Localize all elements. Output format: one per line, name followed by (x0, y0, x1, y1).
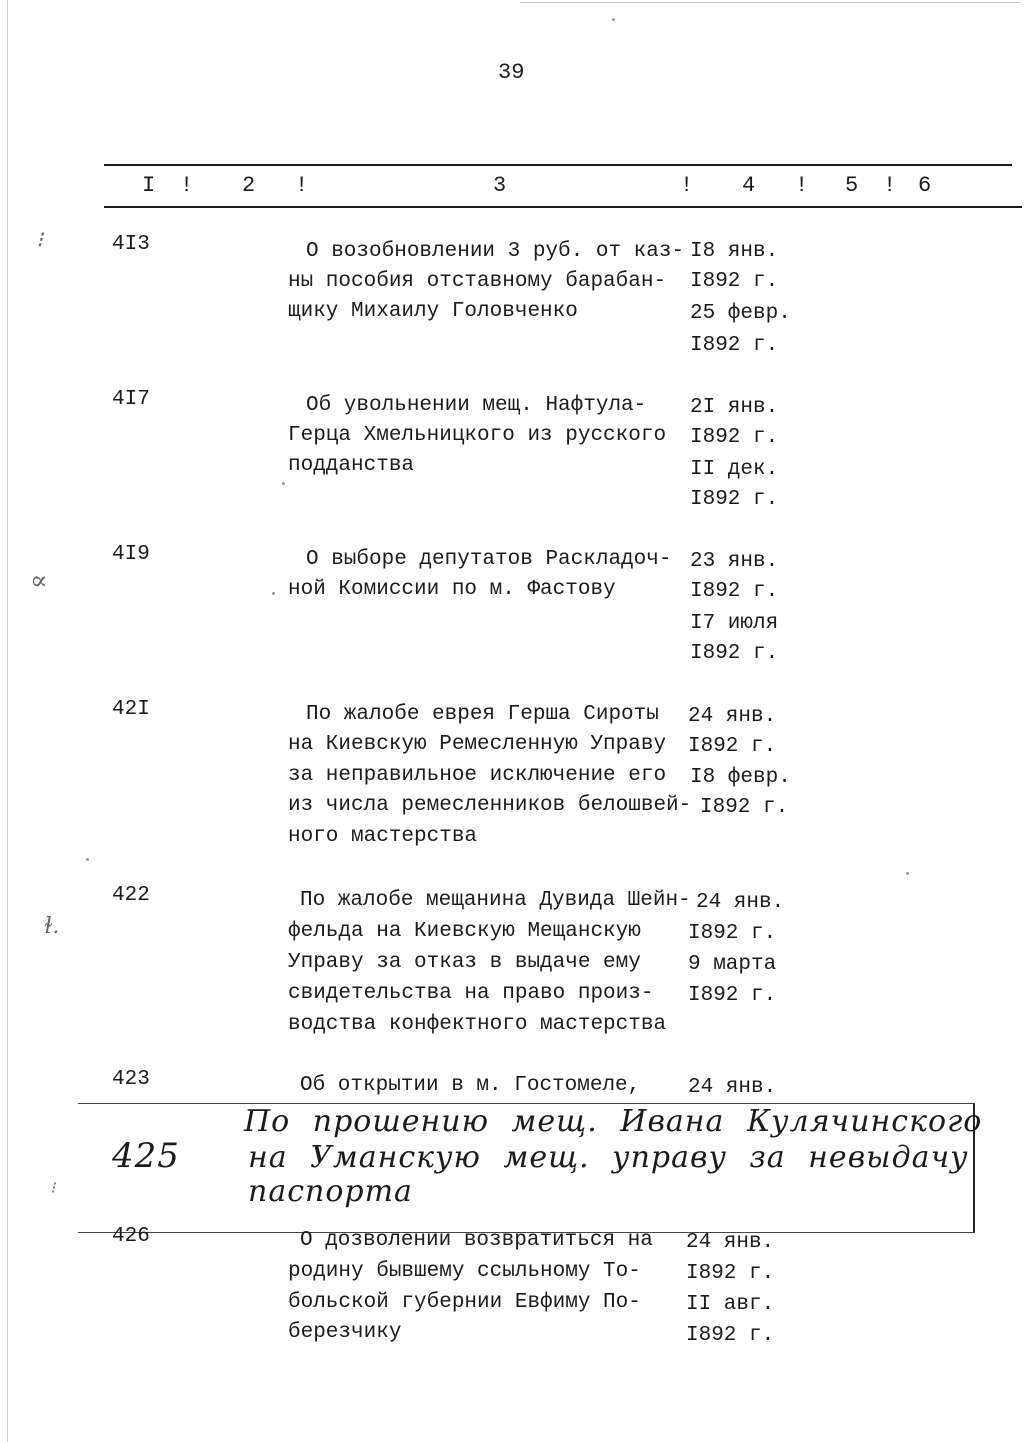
entry-text-line: из числа ремесленников белошвей- (288, 794, 692, 817)
entry-number: 4I3 (112, 233, 150, 256)
entry-date-line: I8 янв. (690, 240, 779, 263)
margin-mark-icon: ∝ (30, 566, 48, 596)
entry-text-line: По жалобе еврея Герша Сироты (306, 703, 659, 726)
entry-date-line: 25 февр. (690, 302, 791, 325)
header-col-5: 5 (845, 173, 859, 198)
entry-text-line: березчику (288, 1321, 402, 1344)
entry-date-line: 9 марта (688, 953, 777, 976)
entry-number: 423 (112, 1068, 150, 1091)
entry-text-line: родину бывшему ссыльному То- (288, 1260, 641, 1283)
entry-date-line: I892 г. (700, 796, 789, 819)
scan-speck (86, 858, 89, 861)
entry-date-line: I892 г. (690, 580, 779, 603)
entry-date-line: I892 г. (690, 270, 779, 293)
header-sep-1: ! (180, 173, 194, 198)
entry-text-line: ного мастерства (288, 825, 478, 848)
page-edge-top (520, 2, 1020, 3)
entry-text-line: ной Комиссии по м. Фастову (288, 578, 616, 601)
entry-text-line: больской губернии Евфиму По- (288, 1291, 641, 1314)
entry-text-line: подданства (288, 454, 415, 477)
page-edge-left (7, 0, 8, 1442)
entry-date-line: I8 февр. (690, 766, 791, 789)
header-sep-5: ! (883, 173, 897, 198)
header-col-4: 4 (742, 173, 756, 198)
entry-text-line: Об увольнении мещ. Нафтула- (306, 394, 647, 417)
entry-text-line: О возобновлении 3 руб. от каз- (306, 240, 685, 263)
header-rule-bottom (104, 206, 1022, 208)
handwritten-line: паспорта (248, 1174, 413, 1209)
entry-number: 422 (112, 884, 150, 907)
entry-text-line: ны пособия отставному барабан- (288, 270, 667, 293)
entry-date-line: I7 июля (690, 612, 779, 635)
entry-number: 426 (112, 1225, 150, 1248)
entry-text-line: щику Михаилу Головченко (288, 300, 578, 323)
entry-date-line: I892 г. (686, 1262, 775, 1285)
entry-text-line: Управу за отказ в выдаче ему (288, 951, 641, 974)
entry-date-line: II дек. (690, 458, 779, 481)
entry-date-line: I892 г. (690, 642, 779, 665)
scan-speck (612, 18, 615, 21)
handwritten-line: на Уманскую мещ. управу за невыдачу (248, 1140, 969, 1175)
entry-date-line: I892 г. (688, 922, 777, 945)
entry-text-line: О выборе депутатов Раскладоч- (306, 548, 672, 571)
entry-number: 4I9 (112, 543, 150, 566)
header-sep-3: ! (680, 173, 694, 198)
entry-date-line: I892 г. (690, 334, 779, 357)
entry-date-line: I892 г. (690, 488, 779, 511)
entry-date-line: I892 г. (690, 426, 779, 449)
header-col-2: 2 (242, 173, 256, 198)
header-sep-4: ! (795, 173, 809, 198)
entry-date-line: 23 янв. (690, 550, 779, 573)
page-number: 39 (498, 60, 525, 85)
entry-date-line: 24 янв. (688, 705, 777, 728)
entry-date-line: I892 г. (686, 1324, 775, 1347)
entry-date-line: I892 г. (688, 735, 777, 758)
header-sep-2: ! (295, 173, 309, 198)
entry-text-line: водства конфектного мастерства (288, 1013, 667, 1036)
entry-date-line: 24 янв. (696, 891, 785, 914)
entry-number: 42I (112, 698, 150, 721)
entry-date-line: 24 янв. (688, 1076, 777, 1099)
entry-text-line: за неправильное исключение его (288, 764, 667, 787)
header-col-1: I (142, 173, 156, 198)
scan-speck (282, 482, 285, 485)
entry-text-line: свидетельства на право произ- (288, 982, 654, 1005)
scan-speck (272, 592, 275, 595)
entry-date-line: 2I янв. (690, 396, 779, 419)
entry-number: 4I7 (112, 388, 150, 411)
entry-date-line: 24 янв. (686, 1231, 775, 1254)
entry-text-line: О дозволении возвратиться на (300, 1229, 653, 1252)
header-col-3: 3 (493, 173, 507, 198)
margin-mark-icon: ⁝ (36, 228, 43, 253)
header-col-6: 6 (918, 173, 932, 198)
entry-text-line: Об открытии в м. Гостомеле, (300, 1074, 641, 1097)
entry-date-line: II авг. (686, 1293, 775, 1316)
scan-speck (906, 872, 909, 875)
entry-text-line: Герца Хмельницкого из русского (288, 424, 667, 447)
entry-text-line: По жалобе мещанина Дувида Шейн- (300, 889, 691, 912)
margin-mark-icon: ⁝ (50, 1178, 56, 1197)
margin-mark-icon: ɫ. (44, 914, 60, 939)
handwritten-line: По прошению мещ. Ивана Кулячинского (244, 1104, 983, 1139)
handwritten-entry-number: 425 (112, 1136, 180, 1176)
entry-text-line: фельда на Киевскую Мещанскую (288, 920, 641, 943)
header-rule-top (104, 164, 1012, 166)
entry-date-line: I892 г. (688, 984, 777, 1007)
entry-text-line: на Киевскую Ремесленную Управу (288, 733, 667, 756)
